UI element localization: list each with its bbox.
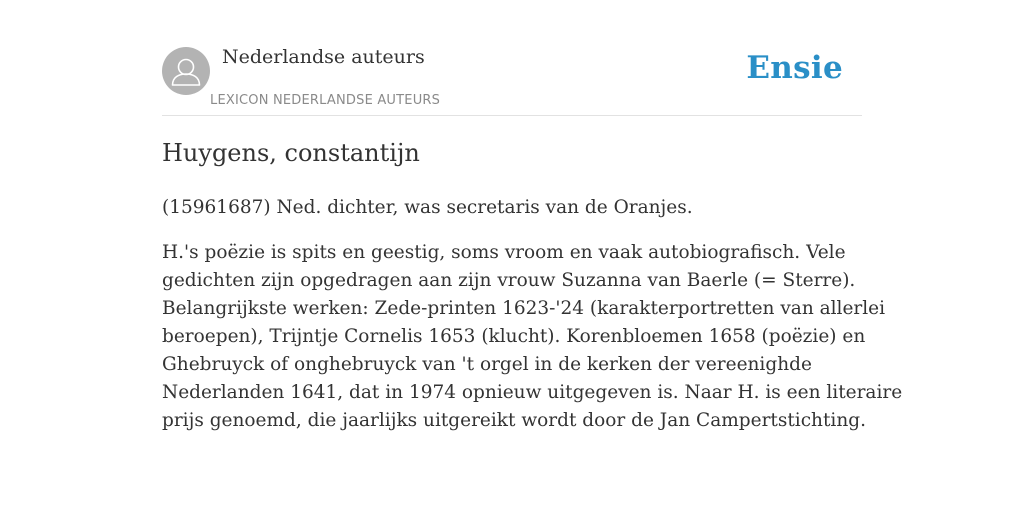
lexicon-subtitle-link[interactable]: LEXICON NEDERLANDSE AUTEURS — [210, 93, 441, 108]
article-lead: (15961687) Ned. dichter, was secretaris van de Oranjes. — [162, 197, 693, 218]
author-name-link[interactable]: Nederlandse auteurs — [222, 46, 425, 68]
article-title: Huygens, constantijn — [162, 139, 420, 167]
page-header — [162, 0, 862, 116]
article-body-line: H.'s poëzie is spits en geestig, soms vroom en vaak autobiografisch. Vele — [162, 242, 846, 263]
article-body-line: beroepen), Trijntje Cornelis 1653 (klucht). Korenbloemen 1658 (poëzie) en — [162, 326, 866, 347]
article-body-line: gedichten zijn opgedragen aan zijn vrouw Suzanna van Baerle (= Sterre). — [162, 270, 856, 291]
article-body-line: Ghebruyck of onghebruyck van 't orgel in de kerken der vereenighde — [162, 354, 812, 375]
page-container — [162, 0, 903, 431]
article-body-line: Belangrijkste werken: Zede-printen 1623-'24 (karakterportretten van allerlei — [162, 298, 886, 319]
article-body-line: prijs genoemd, die jaarlijks uitgereikt wordt door de Jan Campertstichting. — [162, 410, 866, 431]
article-body-line: Nederlanden 1641, dat in 1974 opnieuw uitgegeven is. Naar H. is een literaire — [162, 382, 903, 403]
user-avatar-icon[interactable] — [162, 47, 210, 95]
ensie-logo[interactable]: Ensie — [746, 50, 843, 86]
article-body — [162, 239, 903, 435]
